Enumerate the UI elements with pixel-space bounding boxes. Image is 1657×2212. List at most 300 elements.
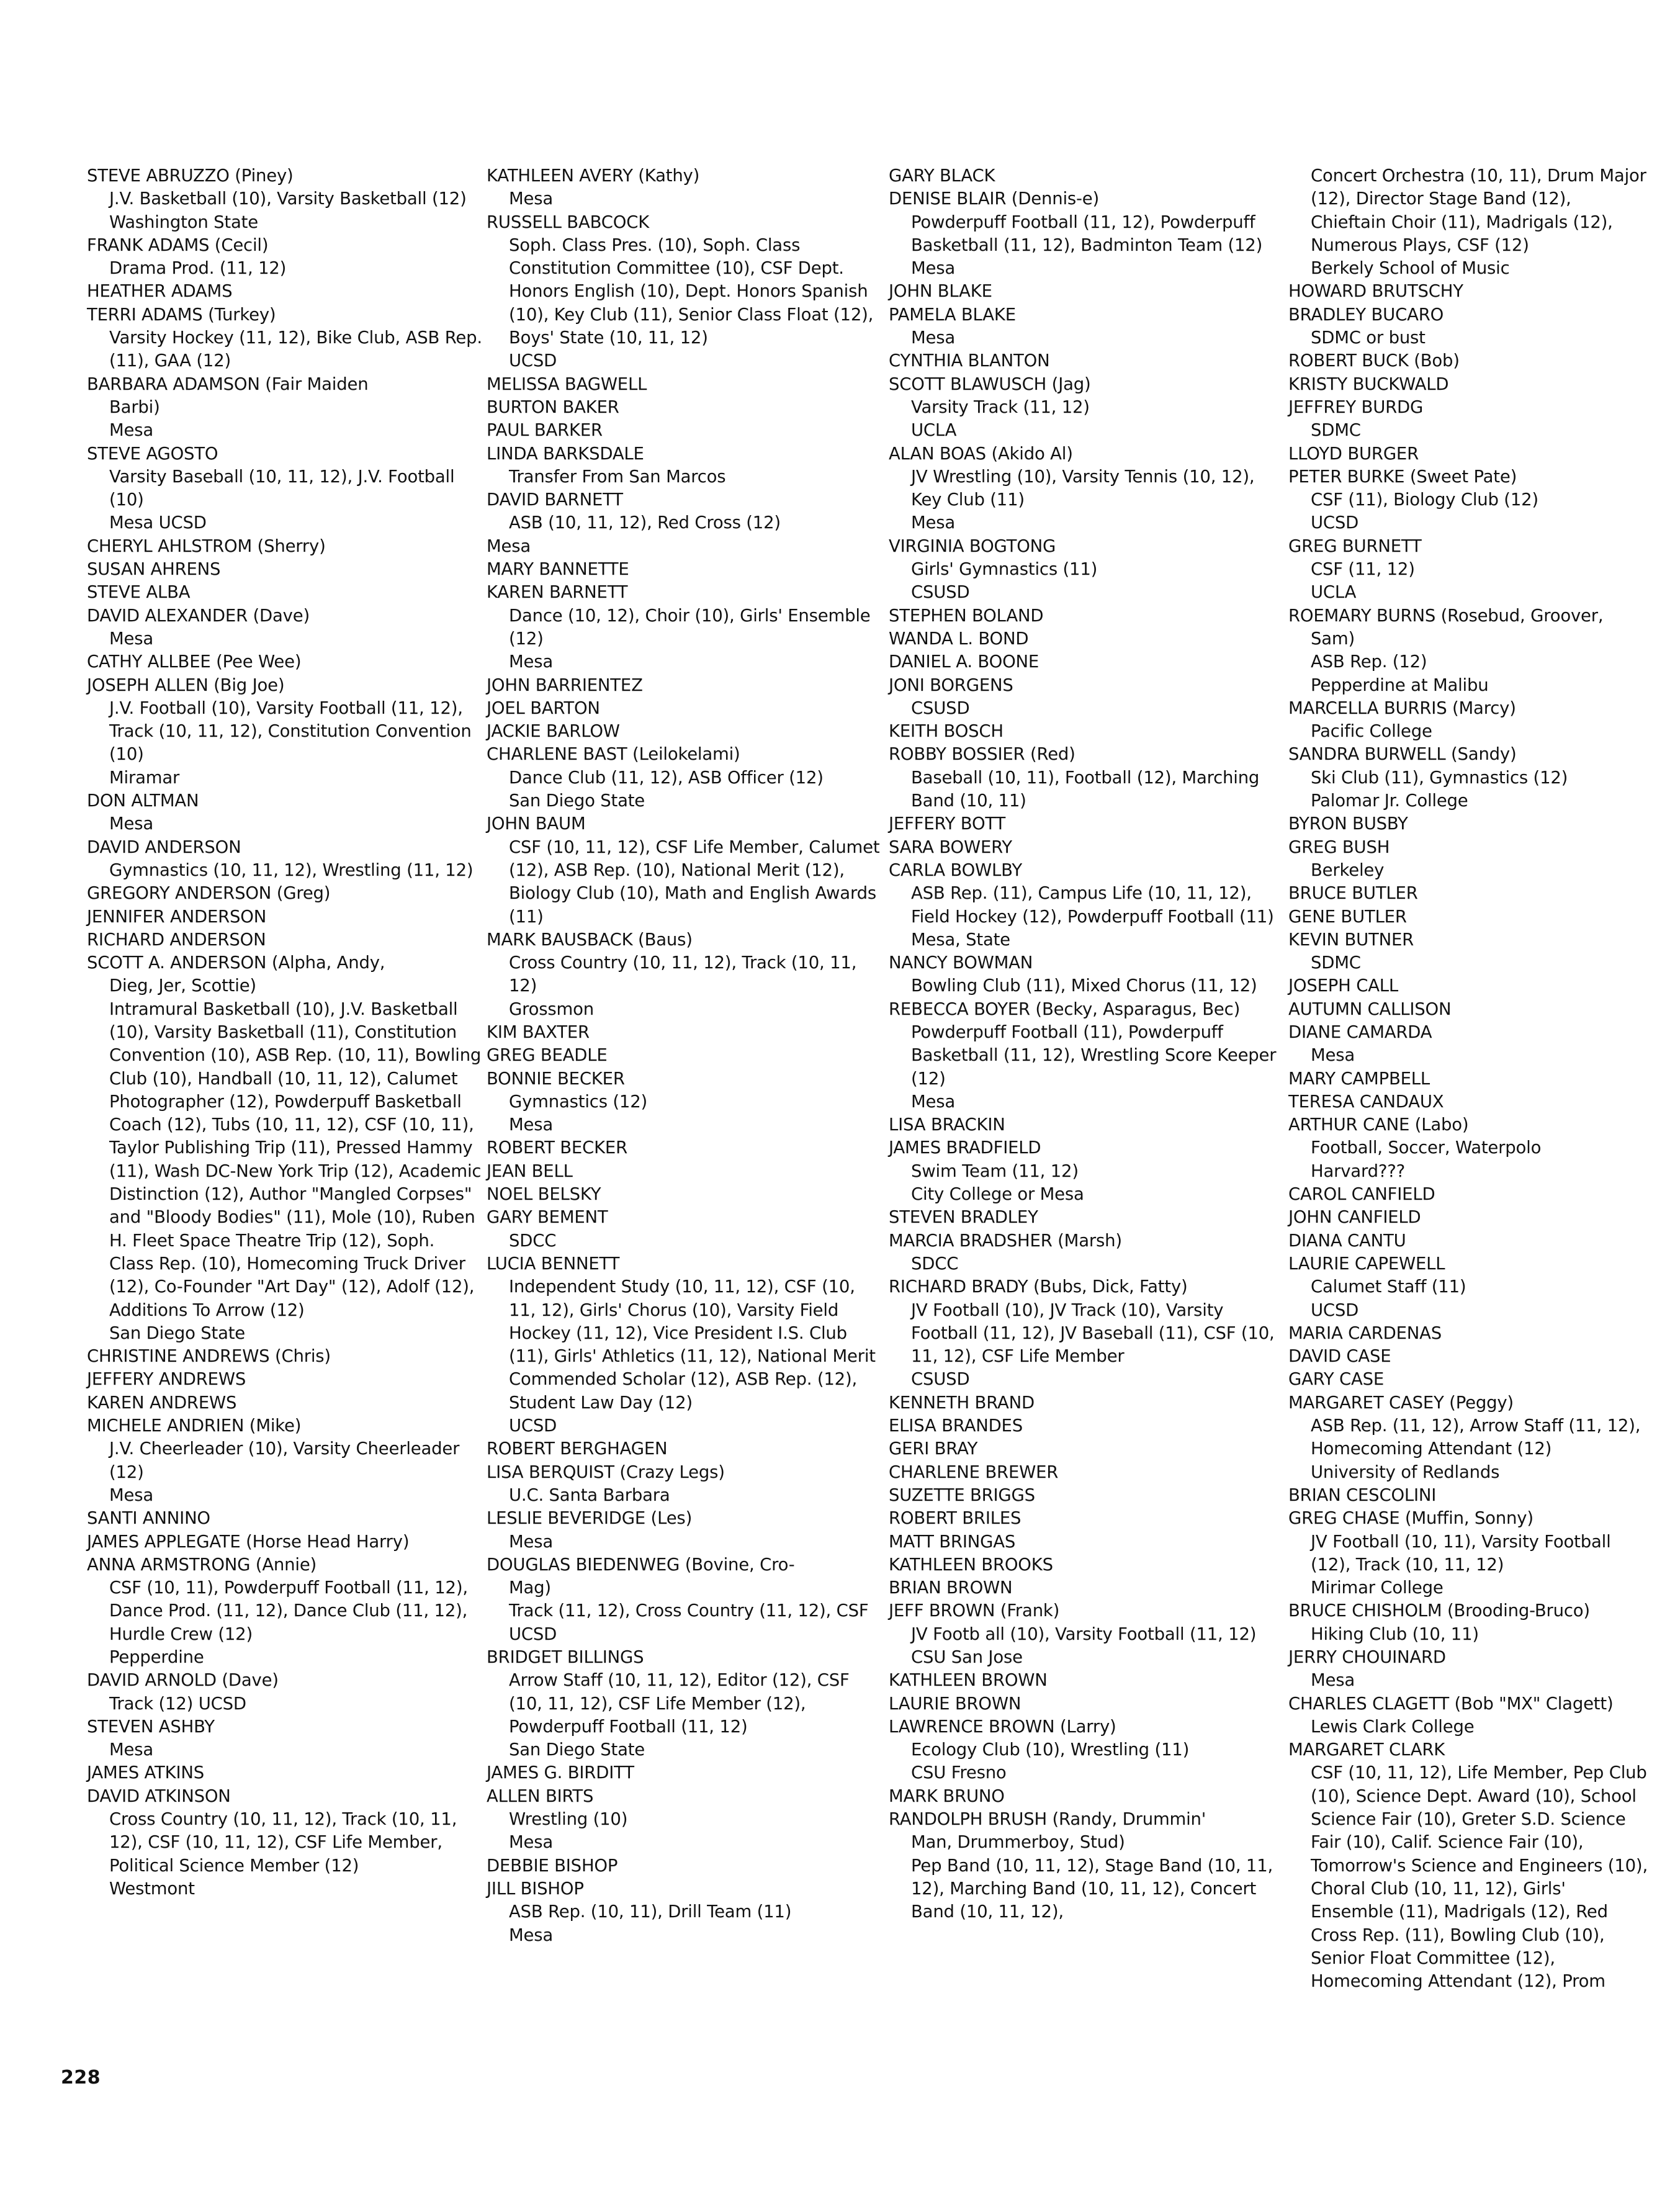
senior-entry — [889, 373, 1286, 443]
senior-detail: SDMC or bust — [1311, 328, 1426, 348]
senior-detail: UCSD — [509, 1624, 557, 1644]
senior-name: DEBBIE BISHOP — [487, 1855, 618, 1876]
senior-entry — [487, 488, 884, 535]
senior-name: GREG BUSH — [1288, 837, 1390, 857]
senior-name: MARGARET CASEY (Peggy) — [1288, 1392, 1514, 1413]
senior-detail: SDCC — [911, 1253, 959, 1274]
senior-name: BURTON BAKER — [487, 397, 619, 417]
senior-name: ROBERT BRILES — [889, 1508, 1022, 1529]
senior-detail: CSF (11, 12) — [1311, 559, 1415, 580]
senior-entry — [487, 928, 884, 1021]
senior-entry — [1288, 373, 1648, 396]
senior-name: RICHARD ANDERSON — [87, 929, 266, 950]
senior-entry — [1288, 303, 1648, 350]
senior-entry — [87, 951, 484, 1345]
senior-detail: J.V. Basketball (10), Varsity Basketball (12) — [109, 189, 467, 209]
senior-detail: Powderpuff Football (11, 12), Powderpuff Basketball (11, 12), Badminton Team (12) — [911, 212, 1263, 255]
senior-entry — [487, 443, 884, 489]
senior-entry — [487, 1507, 884, 1553]
senior-name: ROEMARY BURNS (Rosebud, Groover, — [1288, 605, 1604, 626]
senior-entry — [889, 280, 1286, 303]
senior-name: ALLEN BIRTS — [487, 1786, 594, 1806]
senior-entry — [487, 373, 884, 396]
senior-entry — [1288, 1206, 1648, 1229]
senior-detail: Pep Band (10, 11, 12), Stage Band (10, 11, 12), Marching Band (10, 11, 12), Concert Band (10, 11, 12), — [911, 1855, 1273, 1922]
senior-detail: J.V. Football (10), Varsity Football (11, 12), Track (10, 11, 12), Constitution Convention (10) — [109, 698, 472, 765]
senior-name: VIRGINIA BOGTONG — [889, 536, 1056, 556]
senior-entry — [1288, 1230, 1648, 1252]
senior-name: NANCY BOWMAN — [889, 953, 1033, 973]
senior-detail: Varsity Hockey (11, 12), Bike Club, ASB Rep. (11), GAA (12) — [109, 328, 482, 371]
senior-detail: Berkely School of Music — [1311, 258, 1510, 279]
senior-entry — [1288, 1693, 1648, 1739]
senior-entry — [87, 303, 484, 373]
senior-name: JENNIFER ANDERSON — [87, 906, 267, 927]
senior-detail: Mesa UCSD — [109, 513, 207, 533]
senior-name: JOHN BAUM — [487, 814, 586, 834]
senior-detail: Intramural Basketball (10), J.V. Basketball (10), Varsity Basketball (11), Constitution Convention (10), ASB Rep. (10, 11), Bowling Club (10), Handball (10, 11, 12), Calumet Photographer (12), Powderpuff Basketball Coach (12), Tubs (10, 11, 12), CSF (10, 11), Taylor Publishing Trip (11), Pressed Hammy (11), Wash DC-New York Trip (12), Academic Distinction (12), Author "Mangled Corpses" and "Bloody Bodies" (11), Mole (10), Ruben H. Fleet Space Theatre Trip (12), Soph. Class Rep. (10), Homecoming Truck Driver (12), Co-Founder "Art Day" (12), Adolf (12), Additions To Arrow (12) — [109, 999, 482, 1320]
senior-name: BRIAN CESCOLINI — [1288, 1485, 1437, 1505]
senior-name: MARCIA BRADSHER (Marsh) — [889, 1230, 1122, 1251]
senior-detail: Varsity Baseball (10, 11, 12), J.V. Football (10) — [109, 466, 455, 510]
senior-detail: Washington State — [109, 212, 258, 232]
senior-name: ROBBY BOSSIER (Red) — [889, 744, 1075, 765]
senior-name: GENE BUTLER — [1288, 906, 1407, 927]
senior-detail: San Diego State — [109, 1323, 246, 1343]
senior-detail: Soph. Class Pres. (10), Soph. Class Constitution Committee (10), CSF Dept. Honors English (10), Dept. Honors Spanish (10), Key Club (11), Senior Class Float (12), Boys' State (10, 11, 12) — [509, 235, 874, 348]
senior-detail: UCSD — [509, 1416, 557, 1436]
senior-name: DAVID BARNETT — [487, 490, 623, 510]
senior-entry — [889, 1576, 1286, 1599]
senior-entry — [889, 1113, 1286, 1136]
senior-detail: SDCC — [509, 1230, 557, 1251]
senior-entry — [87, 1507, 484, 1530]
senior-name: LISA BERQUIST (Crazy Legs) — [487, 1462, 725, 1482]
senior-name: JOSEPH CALL — [1288, 976, 1399, 996]
senior-detail: Mesa — [911, 513, 956, 533]
senior-name: KAREN ANDREWS — [87, 1392, 237, 1413]
senior-entry — [487, 1183, 884, 1206]
senior-entry — [889, 998, 1286, 1113]
senior-name: GARY CASE — [1288, 1369, 1385, 1390]
senior-detail: Wrestling (10) — [509, 1809, 628, 1830]
senior-entry — [87, 906, 484, 928]
senior-entry — [487, 1044, 884, 1067]
senior-name: AUTUMN CALLISON — [1288, 999, 1452, 1019]
senior-entry — [87, 674, 484, 789]
senior-name: BARBARA ADAMSON (Fair Maiden — [87, 374, 369, 394]
senior-detail: Mesa — [509, 1531, 554, 1552]
senior-entry — [487, 1068, 884, 1137]
senior-name: GREGORY ANDERSON (Greg) — [87, 883, 331, 904]
senior-detail: San Diego State — [509, 791, 645, 811]
senior-name: DENISE BLAIR (Dennis-e) — [889, 189, 1100, 209]
senior-entry — [1288, 812, 1648, 835]
senior-entry — [487, 743, 884, 812]
senior-name: JEFF BROWN (Frank) — [889, 1601, 1060, 1621]
senior-name: HEATHER ADAMS — [87, 281, 233, 302]
senior-entry — [87, 1531, 484, 1553]
senior-name: SANDRA BURWELL (Sandy) — [1288, 744, 1517, 765]
senior-entry — [87, 280, 484, 303]
senior-name: ANNA ARMSTRONG (Annie) — [87, 1554, 317, 1575]
senior-detail: Drama Prod. (11, 12) — [109, 258, 287, 279]
senior-name: LINDA BARKSDALE — [487, 443, 644, 464]
senior-entry — [1288, 349, 1648, 372]
senior-detail: Mesa — [1311, 1670, 1355, 1691]
senior-name: MATT BRINGAS — [889, 1531, 1016, 1552]
senior-entry — [487, 419, 884, 442]
senior-entry — [1288, 1183, 1648, 1206]
senior-entry — [889, 1414, 1286, 1437]
senior-detail: Bowling Club (11), Mixed Chorus (11, 12) — [911, 976, 1257, 996]
senior-name: MARK BRUNO — [889, 1786, 1005, 1806]
senior-entry — [1288, 998, 1648, 1021]
senior-entry — [87, 928, 484, 951]
senior-detail: Hiking Club (10, 11) — [1311, 1624, 1479, 1644]
senior-detail: CSF (11), Biology Club (12) — [1311, 490, 1538, 510]
senior-detail: Varsity Track (11, 12) — [911, 397, 1090, 417]
senior-entry — [889, 859, 1286, 951]
senior-name: RUSSELL BABCOCK — [487, 212, 650, 232]
senior-name: GREG CHASE (Muffin, Sonny) — [1288, 1508, 1534, 1529]
senior-detail: UCSD — [1311, 1300, 1359, 1320]
senior-entry — [1288, 1322, 1648, 1345]
senior-name: STEVE ABRUZZO (Piney) — [87, 166, 294, 186]
senior-entry — [1288, 1391, 1648, 1484]
senior-name: CHARLES CLAGETT (Bob "MX" Clagett) — [1288, 1693, 1614, 1714]
senior-detail: Mesa — [1311, 1045, 1355, 1066]
senior-name: LISA BRACKIN — [889, 1115, 1005, 1135]
senior-name: SCOTT A. ANDERSON (Alpha, Andy, — [87, 953, 385, 973]
senior-name: STEPHEN BOLAND — [889, 605, 1044, 626]
senior-entry — [889, 605, 1286, 627]
senior-detail: ASB Rep. (12) — [1311, 652, 1427, 672]
senior-name: KRISTY BUCKWALD — [1288, 374, 1449, 394]
senior-entry — [889, 1693, 1286, 1715]
senior-detail: Mesa — [509, 652, 554, 672]
senior-entry — [889, 1391, 1286, 1414]
senior-entry — [889, 1230, 1286, 1276]
senior-name: ROBERT BECKER — [487, 1138, 628, 1158]
senior-name: TERRI ADAMS (Turkey) — [87, 304, 276, 325]
senior-name: LAURIE BROWN — [889, 1693, 1022, 1714]
senior-entry — [889, 674, 1286, 721]
senior-name: LESLIE BEVERIDGE (Les) — [487, 1508, 693, 1529]
senior-detail: CSUSD — [911, 698, 970, 718]
senior-entry — [487, 1761, 884, 1784]
senior-entry — [889, 303, 1286, 350]
senior-name: PAUL BARKER — [487, 420, 603, 441]
senior-name: RANDOLPH BRUSH (Randy, Drummin' — [889, 1809, 1206, 1830]
senior-detail: Westmont — [109, 1878, 195, 1899]
senior-name: GREG BEADLE — [487, 1045, 608, 1066]
senior-detail: Track (12) UCSD — [109, 1693, 246, 1714]
senior-entry — [889, 951, 1286, 998]
senior-detail: Cross Country (10, 11, 12), Track (10, 11, 12) — [509, 953, 857, 996]
senior-detail: J.V. Cheerleader (10), Varsity Cheerleader (12) — [109, 1439, 460, 1482]
senior-entry — [87, 1715, 484, 1762]
senior-entry — [87, 1761, 484, 1784]
senior-name: JAMES BRADFIELD — [889, 1138, 1041, 1158]
senior-detail: Cross Country (10, 11, 12), Track (10, 11, 12), CSF (10, 11, 12), CSF Life Member, Political Science Member (12) — [109, 1809, 457, 1876]
senior-entry — [1288, 836, 1648, 883]
senior-name: LUCIA BENNETT — [487, 1253, 620, 1274]
senior-name: CATHY ALLBEE (Pee Wee) — [87, 652, 302, 672]
senior-name: GARY BEMENT — [487, 1207, 608, 1228]
senior-detail: Mag) — [509, 1578, 551, 1598]
senior-name: FRANK ADAMS (Cecil) — [87, 235, 269, 255]
senior-detail: Mesa — [509, 189, 554, 209]
senior-entry — [487, 697, 884, 720]
senior-name: NOEL BELSKY — [487, 1184, 601, 1205]
senior-name: JOEL BARTON — [487, 698, 600, 718]
senior-detail: Sam) — [1311, 628, 1355, 649]
senior-name: CHARLENE BREWER — [889, 1462, 1059, 1482]
senior-detail: Miramar — [109, 767, 180, 788]
senior-name: MICHELE ANDRIEN (Mike) — [87, 1416, 302, 1436]
senior-name: Mesa — [487, 536, 531, 556]
senior-entry — [1288, 164, 1648, 280]
senior-entry — [487, 674, 884, 697]
senior-name: CYNTHIA BLANTON — [889, 351, 1050, 371]
senior-entry — [889, 1206, 1286, 1229]
senior-name: KENNETH BRAND — [889, 1392, 1035, 1413]
senior-detail: UCSD — [509, 351, 557, 371]
senior-detail: Man, Drummerboy, Stud) — [911, 1832, 1125, 1853]
senior-entry — [1288, 974, 1648, 997]
senior-entry — [889, 1669, 1286, 1692]
senior-detail: JV Football (10, 11), Varsity Football (12), Track (10, 11, 12) — [1311, 1531, 1611, 1575]
senior-detail: Pacific College — [1311, 721, 1432, 742]
senior-name: JOSEPH ALLEN (Big Joe) — [87, 675, 285, 695]
senior-name: ARTHUR CANE (Labo) — [1288, 1115, 1469, 1135]
senior-entry — [1288, 1252, 1648, 1322]
senior-entry — [487, 1461, 884, 1508]
senior-name: JOHN CANFIELD — [1288, 1207, 1421, 1228]
senior-detail: SDMC — [1311, 420, 1361, 441]
senior-name: RICHARD BRADY (Bubs, Dick, Fatty) — [889, 1277, 1188, 1297]
senior-entry — [889, 812, 1286, 835]
senior-entry — [889, 349, 1286, 372]
senior-detail: Barbi) — [109, 397, 160, 417]
senior-name: JEAN BELL — [487, 1161, 573, 1181]
senior-detail: Mesa — [109, 1740, 154, 1760]
senior-entry — [87, 1669, 484, 1715]
senior-entry — [87, 164, 484, 234]
senior-detail: Mirimar College — [1311, 1578, 1444, 1598]
senior-entry — [487, 1553, 884, 1646]
senior-name: DAVID ARNOLD (Dave) — [87, 1670, 279, 1691]
senior-entry — [1288, 1599, 1648, 1646]
senior-name: JEFFREY BURDG — [1288, 397, 1424, 417]
senior-name: DIANE CAMARDA — [1288, 1022, 1432, 1042]
senior-entry — [1288, 465, 1648, 535]
senior-name: JEFFERY ANDREWS — [87, 1369, 246, 1390]
senior-entry — [1288, 1484, 1648, 1507]
senior-name: BRUCE CHISHOLM (Brooding-Bruco) — [1288, 1601, 1590, 1621]
senior-name: BONNIE BECKER — [487, 1068, 625, 1089]
senior-detail: Transfer From San Marcos — [509, 466, 726, 487]
senior-entry — [487, 1021, 884, 1044]
page-number: 228 — [61, 2067, 101, 2088]
senior-entry — [1288, 396, 1648, 443]
senior-name: KATHLEEN BROWN — [889, 1670, 1048, 1691]
senior-entry — [487, 812, 884, 928]
senior-entry — [889, 1437, 1286, 1460]
senior-entry — [889, 650, 1286, 673]
senior-detail: Grossmon — [509, 999, 594, 1019]
senior-entry — [1288, 882, 1648, 905]
senior-name: JOHN BLAKE — [889, 281, 992, 302]
senior-detail: Pepperdine at Malibu — [1311, 675, 1489, 695]
senior-name: JAMES ATKINS — [87, 1763, 204, 1783]
senior-name: GARY BLACK — [889, 166, 995, 186]
senior-entry — [87, 789, 484, 836]
senior-entry — [1288, 1646, 1648, 1693]
senior-detail: University of Redlands — [1311, 1462, 1500, 1482]
senior-detail: San Diego State — [509, 1740, 645, 1760]
senior-entry — [87, 558, 484, 581]
senior-name: SUZETTE BRIGGS — [889, 1485, 1035, 1505]
senior-detail: Football, Soccer, Waterpolo — [1311, 1138, 1542, 1158]
senior-entry — [1288, 928, 1648, 975]
senior-entry — [1288, 535, 1648, 605]
senior-column-4 — [1288, 164, 1648, 1993]
senior-name: CHERYL AHLSTROM (Sherry) — [87, 536, 326, 556]
senior-detail: Girls' Gymnastics (11) — [911, 559, 1098, 580]
senior-entry — [1288, 697, 1648, 744]
senior-entry — [487, 1206, 884, 1252]
senior-column-2 — [487, 164, 884, 1947]
senior-detail: Harvard??? — [1311, 1161, 1406, 1181]
senior-entry — [1288, 1113, 1648, 1183]
senior-detail: JV Footb all (10), Varsity Football (11, 12) — [911, 1624, 1257, 1644]
senior-entry — [487, 164, 884, 211]
senior-entry — [889, 1785, 1286, 1808]
senior-entry — [487, 1877, 884, 1947]
senior-entry — [487, 535, 884, 558]
senior-detail: CSUSD — [911, 1369, 970, 1390]
senior-name: BRUCE BUTLER — [1288, 883, 1418, 904]
senior-detail: Mesa — [109, 628, 154, 649]
senior-name: KATHLEEN AVERY (Kathy) — [487, 166, 700, 186]
senior-detail: Gymnastics (10, 11, 12), Wrestling (11, 12) — [109, 860, 474, 880]
senior-name: MARK BAUSBACK (Baus) — [487, 929, 693, 950]
senior-detail: CSF (10, 11), Powderpuff Football (11, 12), Dance Prod. (11, 12), Dance Club (11, 12), Hurdle Crew (12) — [109, 1578, 468, 1644]
senior-entry — [487, 1136, 884, 1159]
senior-name: MARCELLA BURRIS (Marcy) — [1288, 698, 1516, 718]
senior-detail: ASB Rep. (11), Campus Life (10, 11, 12), Field Hockey (12), Powderpuff Football (11) — [911, 883, 1274, 927]
senior-detail: Dance Club (11, 12), ASB Officer (12) — [509, 767, 824, 788]
senior-detail: JV Football (10), JV Track (10), Varsity Football (11, 12), JV Baseball (11), CSF (10, 11, 12), CSF Life Member — [911, 1300, 1275, 1367]
senior-entry — [87, 373, 484, 443]
senior-entry — [889, 187, 1286, 280]
senior-name: DAVID CASE — [1288, 1346, 1391, 1367]
senior-entry — [487, 1252, 884, 1437]
senior-name: KIM BAXTER — [487, 1022, 590, 1042]
senior-detail: CSF (10, 11, 12), Life Member, Pep Club (10), Science Dept. Award (10), School Science Fair (10), Greter S.D. Science Fair (10), Calif. Science Fair (10), Tomorrow's Science and Engineers (10), Choral Club (10, 11, 12), Girls' Ensemble (11), Madrigals (12), Red Cross Rep. (11), Bowling Club (10), Senior Float Committee (12), Homecoming Attendant (12), Prom — [1311, 1763, 1648, 1992]
senior-detail: Pepperdine — [109, 1647, 204, 1667]
senior-name: DON ALTMAN — [87, 791, 199, 811]
senior-entry — [87, 836, 484, 883]
senior-entry — [487, 396, 884, 419]
senior-detail: Mesa — [911, 1091, 956, 1112]
senior-name: ROBERT BUCK (Bob) — [1288, 351, 1460, 371]
senior-name: TERESA CANDAUX — [1288, 1091, 1444, 1112]
senior-name: CARLA BOWLBY — [889, 860, 1022, 880]
senior-entry — [889, 535, 1286, 605]
senior-entry — [889, 1484, 1286, 1507]
senior-name: JONI BORGENS — [889, 675, 1013, 695]
senior-entry — [487, 1437, 884, 1460]
senior-entry — [1288, 1021, 1648, 1068]
senior-name: HOWARD BRUTSCHY — [1288, 281, 1463, 302]
senior-entry — [889, 1461, 1286, 1484]
senior-detail: Mesa — [109, 420, 154, 441]
senior-entry — [889, 836, 1286, 859]
senior-detail: Mesa — [911, 258, 956, 279]
senior-name: JAMES G. BIRDITT — [487, 1763, 634, 1783]
senior-name: DOUGLAS BIEDENWEG (Bovine, Cro- — [487, 1554, 795, 1575]
senior-entry — [87, 443, 484, 535]
senior-name: SUSAN AHRENS — [87, 559, 221, 580]
senior-name: KATHLEEN BROOKS — [889, 1554, 1053, 1575]
senior-entry — [889, 164, 1286, 187]
senior-entry — [87, 1391, 484, 1414]
senior-detail: Swim Team (11, 12) — [911, 1161, 1079, 1181]
senior-entry — [1288, 906, 1648, 928]
senior-detail: ASB Rep. (10, 11), Drill Team (11) — [509, 1902, 792, 1922]
senior-detail: City College or Mesa — [911, 1184, 1084, 1205]
senior-name: BRADLEY BUCARO — [1288, 304, 1444, 325]
senior-entry — [1288, 1507, 1648, 1599]
senior-name: SCOTT BLAWUSCH (Jag) — [889, 374, 1091, 394]
senior-entry — [889, 1507, 1286, 1530]
senior-entry — [889, 1136, 1286, 1206]
senior-detail: Mesa — [509, 1832, 554, 1853]
senior-detail: Gymnastics (12) — [509, 1091, 648, 1112]
senior-entry — [889, 743, 1286, 812]
senior-name: GREG BURNETT — [1288, 536, 1422, 556]
senior-detail: Independent Study (10, 11, 12), CSF (10, 11, 12), Girls' Chorus (10), Varsity Field Hockey (11, 12), Vice President I.S. Club (11), Girls' Athletics (11, 12), National Merit Commended Scholar (12), ASB Rep. (12), Student Law Day (12) — [509, 1277, 876, 1413]
senior-name: LAWRENCE BROWN (Larry) — [889, 1716, 1116, 1737]
senior-entry — [487, 1785, 884, 1855]
senior-name: JACKIE BARLOW — [487, 721, 620, 742]
senior-name: ROBERT BERGHAGEN — [487, 1439, 668, 1459]
senior-detail: Calumet Staff (11) — [1311, 1277, 1466, 1297]
senior-entry — [1288, 1068, 1648, 1090]
senior-detail: Mesa — [109, 1485, 154, 1505]
senior-name: JERRY CHOUINARD — [1288, 1647, 1446, 1667]
senior-entry — [87, 581, 484, 604]
senior-entry — [889, 1715, 1286, 1785]
senior-entry — [87, 1345, 484, 1368]
senior-entry — [889, 627, 1286, 650]
senior-entry — [1288, 1345, 1648, 1368]
senior-name: ELISA BRANDES — [889, 1416, 1023, 1436]
senior-name: CHRISTINE ANDREWS (Chris) — [87, 1346, 331, 1367]
senior-name: LAURIE CAPEWELL — [1288, 1253, 1445, 1274]
senior-name: JAMES APPLEGATE (Horse Head Harry) — [87, 1531, 410, 1552]
senior-entry — [87, 1414, 484, 1507]
senior-name: REBECCA BOYER (Becky, Asparagus, Bec) — [889, 999, 1241, 1019]
senior-entry — [487, 581, 884, 673]
senior-name: MARIA CARDENAS — [1288, 1323, 1442, 1343]
senior-detail: Mesa — [509, 1115, 554, 1135]
senior-entry — [1288, 743, 1648, 812]
senior-detail: Dieg, Jer, Scottie) — [109, 976, 256, 996]
